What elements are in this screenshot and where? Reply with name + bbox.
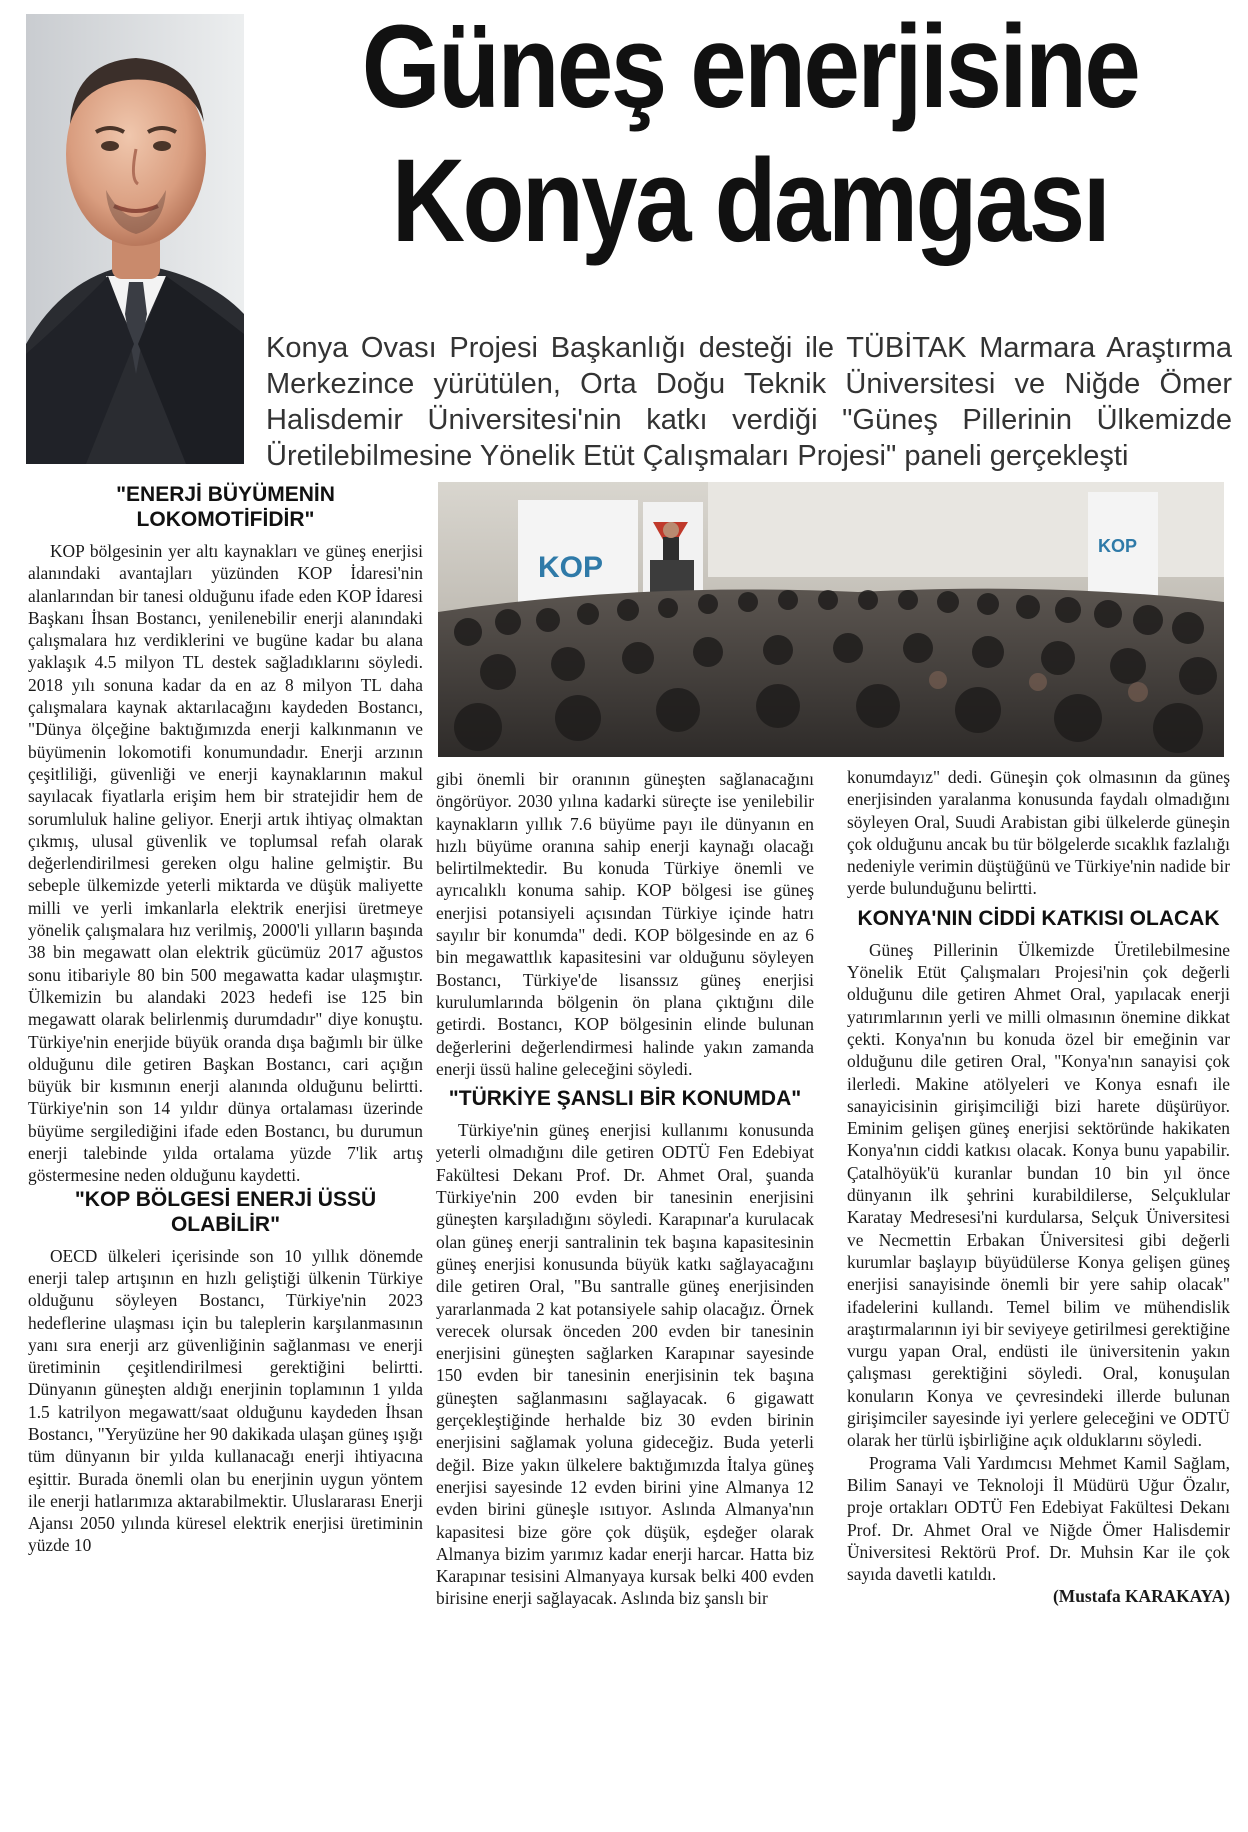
section-closing: Programa Vali Yardımcısı Mehmet Kamil Sağlam, Bilim Sanayi ve Teknoloji İl Müdürü Uğur Özalır, proje ortakları ODTÜ Fen Edebiyat Fakültesi Dekanı Prof. Dr. Ahmet Oral ve Niğde Ömer Halisdemir Üniversitesi Rektörü Prof. Dr. Muhsin Kar ile çok sayıda davetli katıldı.: [847, 1452, 1230, 1585]
section-heading-3: "TÜRKİYE ŞANSLI BİR KONUMDA": [448, 1087, 802, 1111]
section-body-3-continued: konumdayız" dedi. Güneşin çok olmasının da güneş enerjisinden yaralanma konusunda faydalı olmadığını söyleyen Oral, Suudi Arabistan gibi ülkelerde güneşin çok olduğunu ancak bu tür bölgelerde sıcaklık fazlalığı nedeniyle verimin düştüğünü ve Türkiye'nin nadide bir yerde bulunduğunu belirtti.: [847, 767, 1230, 899]
svg-text:KOP: KOP: [538, 551, 604, 584]
column-3: [847, 766, 1230, 1608]
headline-line-1: Güneş enerjisine: [361, 1, 1139, 133]
portrait-photo: [26, 14, 244, 464]
event-illustration: [438, 482, 1224, 757]
portrait-illustration: [26, 14, 244, 464]
byline: (Mustafa KARAKAYA): [1053, 1586, 1230, 1607]
section-heading-2: "KOP BÖLGESİ ENERJİ ÜSSÜ OLABİLİR": [74, 1187, 377, 1236]
section-body-2-continued: gibi önemli bir oranının güneşten sağlanacağını öngörüyor. 2030 yılına kadarki süreçte ise yenilebilir kaynakların yıllık 7.6 büyüme payı ile dünyanın en hızlı büyüme oranına sahip enerji kaynağı olacağı belirtilmektedir. Bu konuda Türkiye önemli ve ayrıcalıklı konuma sahip. KOP bölgesi ise güneş enerjisi potansiyeli açısından Türkiye içinde hatrı sayılır bir konumda" dedi. KOP bölgesinde en az 6 bin megawattlık kapasitesini var olduğunu söyleyen Bostancı, Türkiye'de lisanssız güneş enerjisi kurulumlarında bölgenin ön plana çıktığını dile getirdi. Bostancı, KOP bölgesinin elinde bulunan değerlerini değerlendirmesi halinde yakın zamanda enerji üssü haline geleceğini söyledi.: [436, 769, 814, 1079]
section-body-2: OECD ülkeleri içerisinde son 10 yıllık dönemde enerji talep artışının en hızlı geliştiği ülkenin Türkiye olduğunu söyleyen Bostancı, Türkiye'nin 2023 hedeflerine ulaşması için bu taleplerin karşılanmasının yanı sıra enerji arz güvenliğinin sağlanması ve enerji üretiminin çeşitlendirilmesi gerektiğini belirtti. Dünyanın güneşten aldığı enerjinin toplamının 1 yılda 1.5 katrilyon megawatt/saat olduğunu kaydeden İhsan Bostancı, "Yeryüzüne her 90 dakikada ulaşan güneş ışığı tüm dünyanın bir yılda kullanacağı enerji ihtiyacına eşittir. Burada önemli olan bu enerjinin uygun yöntem ile enerji hatlarımıza aktarabilmektir. Uluslararası Enerji Ajansı 2050 yılında küresel elektrik enerjisi üretiminin yüzde 10: [28, 1245, 423, 1556]
deck: Konya Ovası Projesi Başkanlığı desteği ile TÜBİTAK Marmara Araştırma Merkezince yürütülen, Orta Doğu Teknik Üniversitesi ve Niğde Ömer Halisdemir Üniversitesi'nin katkı verdiği "Güneş Pillerinin Ülkemizde Üretilebilmesine Yönelik Etüt Çalışmaları Projesi" paneli gerçekleşti: [266, 332, 1232, 472]
headline: [327, 0, 1173, 268]
headline-line-2: Konya damgası: [391, 135, 1109, 267]
event-photo: [438, 482, 1224, 757]
section-body-3: Türkiye'nin güneş enerjisi kullanımı konusunda yeterli olmadığını dile getiren ODTÜ Fen Edebiyat Fakültesi Dekanı Prof. Dr. Ahmet Oral, şuanda Türkiye'nin 200 evden bir tanesinin enerjisini güneşten karşıladığını söyledi. Karapınar'a kurulacak olan güneş enerji santralinin tek başına kapasitesinin güneş enerjisi konusunda büyük katkı sağlayacağını dile getiren Oral, "Bu santralle güneş enerjisinden yararlanmada 2 kat potansiyele sahip olacağız. Örnek verecek olursak önceden 200 evden bir tanesinin enerjisini güneşten sağlarken Karapınar sayesinde 150 evden bir tanesinin enerjisinin tek başına güneşten sağlanmasını sağlayacak. 6 gigawatt gerçekleştiğinde herhalde biz 30 evden birinin enerjisini sağlamak yoluna gideceğiz. Buda yeterli değil. Bize yakın ülkelere baktığımızda İtalya güneş enerjisi sayesinde 12 evden birini yine Almanya 12 evden birini güneşle ısıtıyor. Aslında Almanya'nın kapasitesi bize göre çok düşük, eşdeğer olarak Almanya bizim yarımız kadar enerji harcar. Hatta biz Karapınar tesisini Almanyaya kursak belki 400 evden birisine enerji sağlayacak. Aslında biz şanslı bir: [436, 1120, 814, 1609]
section-heading-4: KONYA'NIN CİDDİ KATKISI OLACAK: [857, 906, 1220, 930]
section-heading-1: "ENERJİ BÜYÜMENİN LOKOMOTİFİDİR": [116, 483, 335, 531]
column-1: [28, 482, 423, 1557]
section-body-1: KOP bölgesinin yer altı kaynakları ve güneş enerjisi alanındaki avantajları yüzünden KOP İdaresi'nin alanlarından bir tanesi olduğunu ifade eden KOP İdaresi Başkanı İhsan Bostancı, yenilenebilir enerji alanındaki çalışmalara hız verdiklerini ve bugüne kadar bu alana yaklaşık 4.5 milyon TL destek sağladıklarını söyledi. 2018 yılı sonuna kadar da en az 8 milyon TL daha çalışmalara kaynak aktarılacağını kaydeden Bostancı, "Dünya ölçeğine baktığımızda enerji kalkınmanın ve büyümenin lokomotifi konumundadır. Enerji arzının çeşitliliği, güvenliği ve enerji kaynaklarının makul sayılacak fiyatlarla erişim hem bir stratejidir hem de sorumluluk haline geliyor. Enerji artık ihtiyaç olmaktan çıkmış, ulusal güvenlik ve toplumsal refah olarak değerlendirilmesi gereken olgu haline gelmiştir. Bu sebeple ülkemizde yeterli miktarda ve düşük maliyette milli ve yerli imkanlarla elektrik enerjisi üretmeye yönelik çalışmalara hız verilmiş, 2000'li yılların başında 38 bin megawatt olan elektrik gücümüz 2017 ağustos sonu itibariyle 80 bin 500 megawatta kadar ulaşmıştır. Ülkemizin bu alandaki 2023 hedefi ise 125 bin megawatt olarak belirlenmiş durumdadır" diye konuştu. Türkiye'nin enerjide büyük oranda dışa bağımlı bir ülke olduğunu dile getiren Başkan Bostancı, cari açığın büyük bir kısmının enerji alanında olduğunu belirtti. Türkiye'nin son 14 yıldır dünya ortalaması üzerinde büyüme sergilediğini ifade eden Bostancı, bu durumun enerji talebinde yılda ortalama yüzde 7'lik artış göstermesine neden olduğunu kaydetti.: [28, 541, 423, 1186]
column-2: [436, 768, 814, 1610]
section-body-4: Güneş Pillerinin Ülkemizde Üretilebilmesine Yönelik Etüt Çalışmaları Projesi'nin çok değerli olduğunu dile getiren Ahmet Oral, yapılacak enerji yatırımlarının yerli ve milli olmasının önemine dikkat çekti. Konya'nın bu konuda özel bir emeğinin var olduğunu dile getiren Oral, "Konya'nın sanayisi çok ilerledi. Makine atölyeleri ve Konya esnafı ile sanayicisinin girişimciliği bizi harete düşürüyor. Eminim gelişen güneş enerjisi sektöründe hakikaten Konya'nın ciddi katkısı olacak. Konya bunu yapabilir. Çatalhöyük'ü kuranlar bundan 10 bin yıl önce dünyanın ilk şehrini kurabildilerse, Selçuklular Karatay Medresesi'ni kurdularsa, Selçuk Üniversitesi ve Necmettin Erbakan Üniversitesi gibi değerli kurumlar başlayıp büyüdülerse Konya gelişen güneş enerjisi sanayisinde önemli bir yere sahip olacak" ifadelerini kullandı. Temel bilim ve mühendislik araştırmalarının iyi bir seviyeye getirilmesi gerektiğine vurgu yapan Oral, endüsti ile üniversitenin yakın çalışması gerektiğini söyledi. Oral, konuşulan konuların Konya ve çevresindeki illerde bulunan girişimciler sayesinde iyi yerlere geleceğini ve ODTÜ olarak her türlü işbirliğine açık olduklarını söyledi.: [847, 939, 1230, 1451]
svg-text:KOP: KOP: [1098, 536, 1138, 556]
